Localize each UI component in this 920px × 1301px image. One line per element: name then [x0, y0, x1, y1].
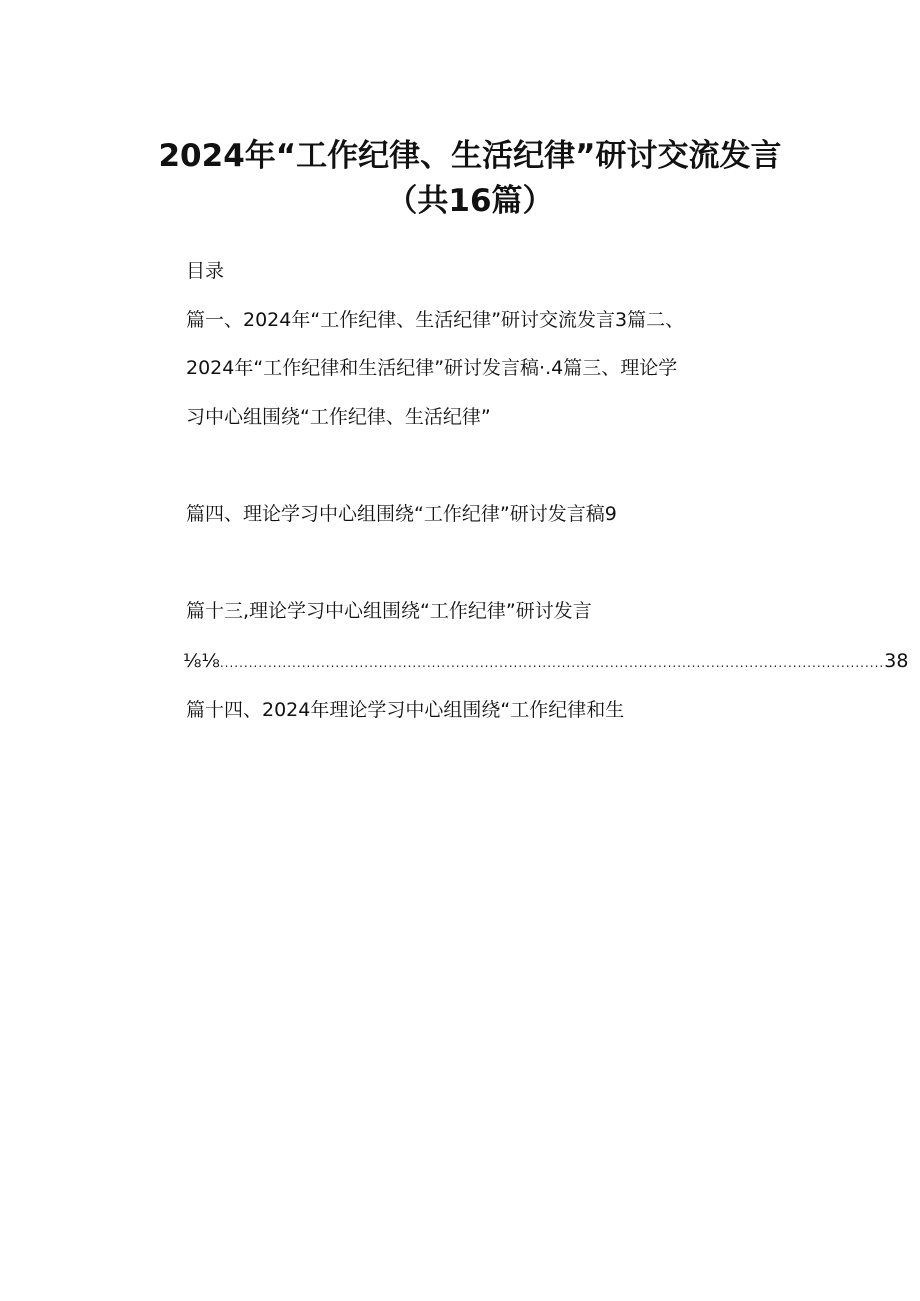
toc-leader-row	[183, 648, 909, 676]
toc-leader-prefix: ⅛⅛	[183, 650, 220, 672]
document-title: 2024年“工作纪律、生活纪律”研讨交流发言	[158, 138, 782, 174]
document-subtitle: （共16篇）	[386, 183, 554, 219]
toc-line: 2024年“工作纪律和生活纪律”研讨发言稿·.4篇三、理论学	[186, 357, 678, 379]
toc-line: 篇四、理论学习中心组围绕“工作纪律”研讨发言稿9	[186, 503, 617, 525]
toc-line: 篇一、2024年“工作纪律、生活纪律”研讨交流发言3篇二、	[186, 309, 685, 331]
toc-leader-dots: ..........................................................................................................................................	[219, 656, 885, 670]
toc-heading: 目录	[186, 260, 225, 282]
toc-line: 篇十四、2024年理论学习中心组围绕“工作纪律和生	[186, 699, 625, 721]
toc-line: 篇十三,理论学习中心组围绕“工作纪律”研讨发言	[186, 600, 592, 622]
toc-page-number: 38	[884, 650, 909, 672]
toc-line: 习中心组围绕“工作纪律、生活纪律”	[186, 406, 491, 428]
